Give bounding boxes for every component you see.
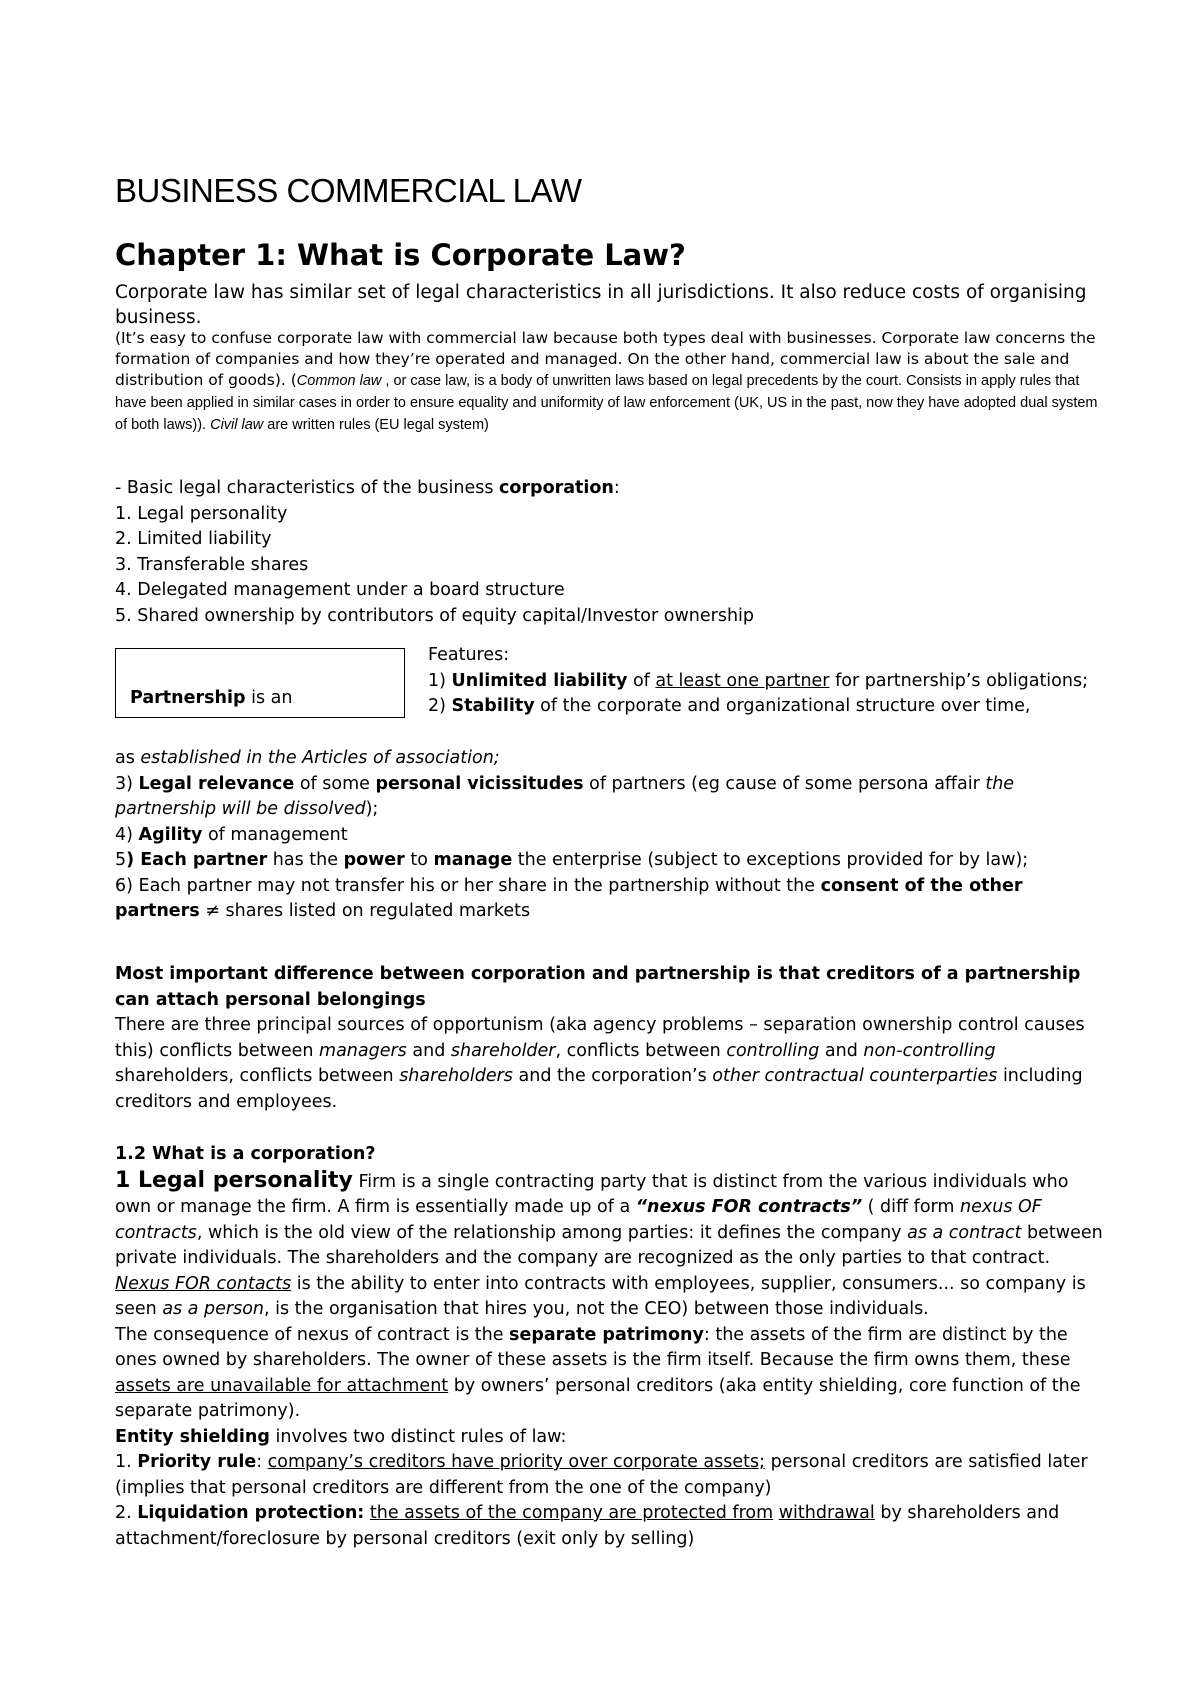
r2-rest: by shareholders and attachment/foreclosure by personal creditors (exit only by selling) <box>115 1503 1060 1549</box>
entity-shielding-paragraph <box>115 1425 1105 1451</box>
f3-end: of partners (eg cause of some persona affair <box>583 773 986 794</box>
f5-end: the enterprise (subject to exceptions provided for by law); <box>512 850 1029 870</box>
f2-bold: Stability <box>451 696 535 716</box>
feature-3 <box>115 772 1105 823</box>
op-t2: and <box>406 1040 451 1061</box>
list-item: 2. Limited liability <box>115 529 272 549</box>
f5-num: 5 <box>115 850 127 870</box>
features-heading: Features: <box>428 645 510 665</box>
lp-f: , is the organisation that hires you, not the CEO) between those individuals. <box>264 1299 929 1319</box>
r1-rest: personal creditors are satisfied later (implies that personal creditors are different from the one of the company) <box>115 1452 1088 1498</box>
f5-bold2: power <box>343 850 405 870</box>
f1-mid: of <box>627 670 656 691</box>
op-t1: There are three principal sources of opportunism (aka agency problems – separation ownership control causes this) conflicts between <box>115 1015 1085 1061</box>
sp-a: The consequence of nexus of contract is the <box>115 1324 510 1345</box>
op-t3: , conflicts between <box>555 1040 727 1061</box>
f1-bold: Unlimited liability <box>451 670 628 691</box>
r2-num: 2. <box>115 1503 138 1523</box>
f2-end: of the corporate and organizational structure over time, <box>534 696 1031 716</box>
op-t5: shareholders, conflicts between <box>115 1066 400 1086</box>
legal-personality-heading: 1 Legal personality <box>115 1167 353 1193</box>
r1-colon: : <box>256 1452 268 1472</box>
f3-bold1: Legal relevance <box>138 773 295 794</box>
sp-b: : the assets of the firm are distinct by the ones owned by shareholders. The owner of these assets is the firm itself. Because the firm owns them, these <box>115 1324 1071 1370</box>
features-list <box>428 643 1108 720</box>
lp-i3: as a person <box>162 1299 264 1319</box>
f5-bold3: manage <box>433 850 513 870</box>
section-heading: 1.2 What is a corporation? <box>115 1144 376 1164</box>
feature-1 <box>428 669 1108 695</box>
intro-note-text-c: are written rules (EU legal system) <box>263 417 489 433</box>
lp-i1: nexus OF contracts <box>115 1197 1042 1243</box>
section-1-2 <box>115 1142 1105 1552</box>
characteristics-list <box>115 476 1105 629</box>
difference-heading: Most important difference between corporation and partnership is that creditors of a partnership can attach personal belongings <box>115 964 1081 1010</box>
f4-bold: Agility <box>138 824 203 845</box>
feature-5 <box>115 848 1105 874</box>
op-i6: other contractual counterparties <box>712 1066 998 1086</box>
priority-rule <box>115 1450 1105 1501</box>
partnership-box <box>115 648 405 718</box>
f3-bold2: personal vicissitudes <box>375 773 584 794</box>
intro-paragraph: Corporate law has similar set of legal characteristics in all jurisdictions. It also reduce costs of organising business. <box>115 282 1087 328</box>
intro-note-civil-law: Civil law <box>210 417 264 433</box>
list-item: 3. Transferable shares <box>115 554 309 575</box>
lp-underline-italic: Nexus FOR contacts <box>115 1273 292 1294</box>
f4-end: of management <box>202 824 348 845</box>
lp-b: ( diff form <box>862 1197 961 1217</box>
sp-bold: separate patrimony <box>509 1324 704 1345</box>
chapter-title: Chapter 1: What is Corporate Law? <box>115 238 686 272</box>
lp-quote: “nexus FOR contracts” <box>635 1197 863 1217</box>
list-item: 4. Delegated management under a board structure <box>115 580 565 600</box>
list-item: 5. Shared ownership by contributors of equity capital/Investor ownership <box>115 605 755 626</box>
op-i3: controlling <box>726 1040 820 1061</box>
lead-text: - Basic legal characteristics of the business <box>115 478 500 498</box>
lp-e: is the ability to enter into contracts with employees, supplier, consumers... so company is seen <box>115 1273 1086 1319</box>
document-title: BUSINESS COMMERCIAL LAW <box>115 172 582 209</box>
feature-2-cont <box>115 746 1105 772</box>
characteristics-lead <box>115 476 1105 502</box>
f2-cont-text: as <box>115 748 141 768</box>
r2-bold: Liquidation protection: <box>137 1503 365 1523</box>
partnership-box-text <box>130 688 292 708</box>
f5-mid: has the <box>267 850 344 870</box>
intro-note-text-b: , or case law, is a body of unwritten laws based on legal precedents by the court. Consists in apply rules that have been applied in similar cases in order to ensure equality and uniformity of law enforcement (UK, US in the past, now they have adopted dual system of both laws)). <box>115 373 1098 433</box>
lp-c: , which is the old view of the relationship among parties: it defines the company <box>196 1222 908 1243</box>
intro-note-text-a: (It’s easy to confuse corporate law with commercial law because both types deal with businesses. Corporate law concerns the formation of companies and how they’re operated and managed. On the other hand, commercial law is about the sale and distribution of goods). ( <box>115 329 1096 389</box>
sp-c: by owners’ personal creditors (aka entity shielding, core function of the separate patrimony). <box>115 1375 1081 1421</box>
op-i5: shareholders <box>399 1066 513 1086</box>
f4-num: 4) <box>115 824 139 845</box>
f5-mid2: to <box>404 850 434 870</box>
f1-num: 1) <box>428 670 452 691</box>
f3-num: 3) <box>115 773 139 794</box>
separate-patrimony-paragraph <box>115 1323 1105 1425</box>
lp-d: between private individuals. The shareholders and the company are recognized as the only parties to that contract. <box>115 1222 1103 1268</box>
partnership-rest: is an <box>245 688 293 708</box>
f6-end: ≠ shares listed on regulated markets <box>199 901 531 921</box>
es-rest: involves two distinct rules of law: <box>269 1426 567 1447</box>
es-bold: Entity shielding <box>115 1426 270 1447</box>
r1-underline: company’s creditors have priority over corporate assets; <box>267 1452 766 1472</box>
op-i4: non-controlling <box>863 1040 996 1061</box>
legal-personality-paragraph <box>115 1168 1105 1323</box>
r2-underline-2: withdrawal <box>778 1503 875 1523</box>
opportunism-paragraph <box>115 1013 1105 1115</box>
f6-text: 6) Each partner may not transfer his or her share in the partnership without the <box>115 875 821 896</box>
liquidation-protection <box>115 1501 1105 1552</box>
feature-6 <box>115 874 1105 925</box>
lead-bold: corporation <box>499 478 614 498</box>
f1-underline: at least one partner <box>655 670 830 691</box>
op-i2: shareholder <box>450 1040 556 1061</box>
f3-mid: of some <box>294 773 376 794</box>
r1-bold: Priority rule <box>137 1452 257 1472</box>
feature-4 <box>115 823 1105 849</box>
f5-bold: ) Each partner <box>126 850 268 870</box>
feature-2 <box>428 694 1108 720</box>
f2-num: 2) <box>428 696 452 716</box>
lead-colon: : <box>613 478 620 498</box>
f3-close: ); <box>365 799 379 819</box>
f2-cont-italic: established in the Articles of association; <box>140 748 500 768</box>
f3-italic: the partnership will be dissolved <box>115 773 1015 819</box>
lp-i2: as a contract <box>907 1222 1022 1243</box>
intro-note-common-law: Common law <box>296 373 382 389</box>
r1-num: 1. <box>115 1452 138 1472</box>
features-continued <box>115 746 1105 925</box>
list-item: 1. Legal personality <box>115 503 288 524</box>
op-t4: and <box>819 1040 864 1061</box>
op-t6: and the corporation’s <box>512 1066 713 1086</box>
lp-a: Firm is a single contracting party that is distinct from the various individuals who own or manage the firm. A firm is essentially made up of a <box>115 1171 1069 1217</box>
f1-end: for partnership’s obligations; <box>829 670 1088 691</box>
partnership-bold: Partnership <box>130 688 246 708</box>
sp-underline: assets are unavailable for attachment <box>115 1375 449 1396</box>
f6-bold: consent of the other partners <box>115 875 1023 921</box>
intro-note <box>115 328 1105 436</box>
op-i1: managers <box>319 1040 407 1061</box>
r2-underline-1: the assets of the company are protected from <box>369 1503 774 1523</box>
op-t7: including creditors and employees. <box>115 1066 1083 1112</box>
difference-section <box>115 962 1105 1115</box>
